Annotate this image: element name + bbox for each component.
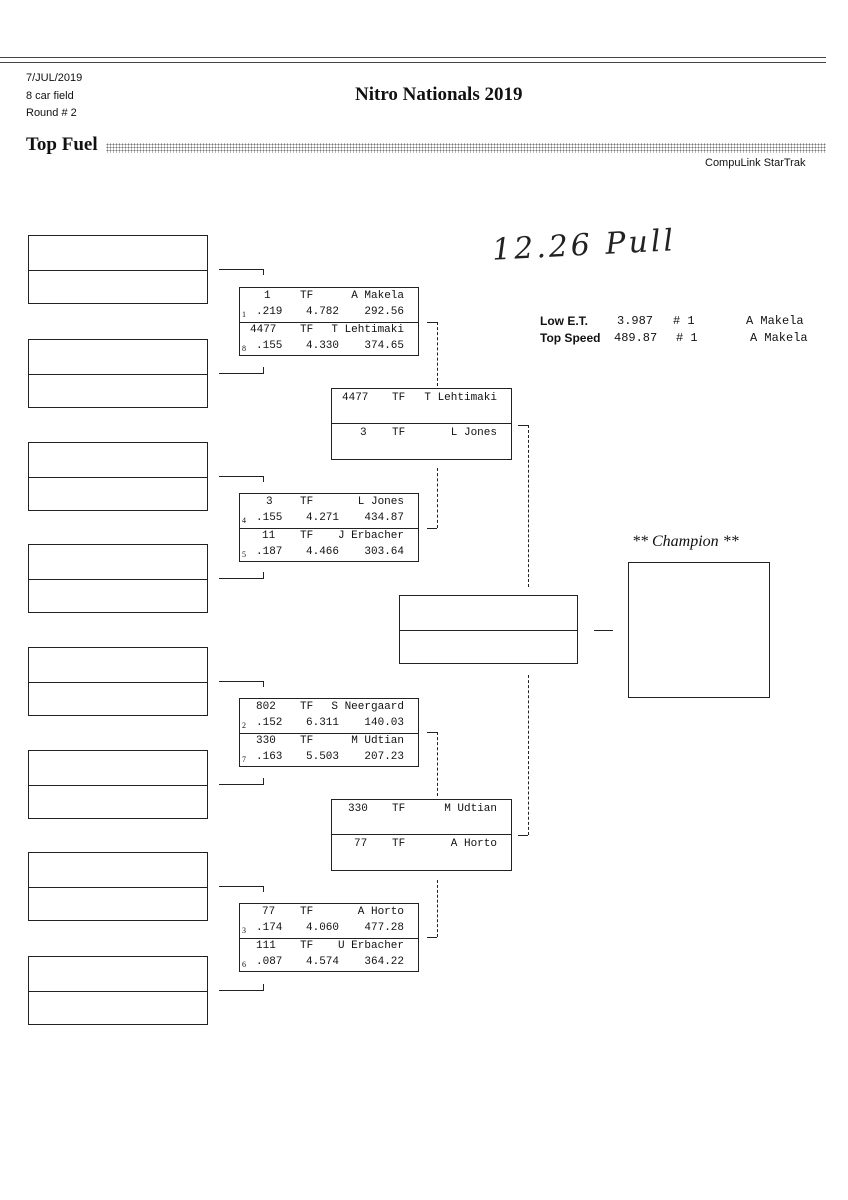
car-class: TF [392,803,406,815]
driver-name: A Horto [450,838,497,850]
stats-panel [540,314,810,348]
car-class: TF [300,530,314,542]
connector-line [219,886,264,887]
handwritten-note: 12.26 Pull [491,223,677,268]
top-speed-number: # 1 [676,331,698,345]
header-rule [0,57,826,58]
car-number: 11 [262,530,276,542]
connector-line [427,937,437,938]
reaction-time: .087 [256,956,283,968]
driver-name: M Udtian [351,735,404,747]
qualifier-box [28,339,208,408]
qualifier-box [28,750,208,819]
connector-line [219,784,264,785]
brand-label: CompuLink StarTrak [705,157,806,169]
car-number: 1 [264,290,271,302]
speed: 207.23 [364,751,404,763]
match-box [239,287,419,356]
elapsed-time: 5.503 [306,751,340,763]
car-number: 77 [262,906,276,918]
reaction-time: .155 [256,340,283,352]
car-class: TF [392,838,406,850]
elapsed-time: 4.060 [306,922,340,934]
car-number: 330 [256,735,276,747]
connector-line [263,681,264,687]
qualifier-box [28,442,208,511]
connector-line [219,476,264,477]
champion-box [628,562,770,698]
car-class: TF [300,940,314,952]
connector-line [263,778,264,784]
car-class: TF [300,906,314,918]
seed-number: 8 [242,344,246,353]
elapsed-time: 4.466 [306,546,340,558]
car-class: TF [300,701,314,713]
connector-line [219,578,264,579]
car-number: 4477 [250,324,277,336]
connector-line [437,732,438,796]
connector-line [263,572,264,578]
connector-line [437,468,438,528]
qualifier-box [28,647,208,716]
driver-name: S Neergaard [331,701,404,713]
driver-name: L Jones [450,427,497,439]
speed: 434.87 [364,512,404,524]
elapsed-time: 6.311 [306,717,340,729]
connector-line [219,373,264,374]
speed: 364.22 [364,956,404,968]
car-number: 4477 [342,392,369,404]
seed-number: 1 [242,310,246,319]
car-class: TF [392,392,406,404]
car-number: 77 [354,838,368,850]
car-number: 3 [360,427,367,439]
qualifier-box [28,544,208,613]
driver-name: J Erbacher [337,530,404,542]
elapsed-time: 4.782 [306,306,340,318]
qualifier-box [28,956,208,1025]
connector-line [437,880,438,937]
dotted-divider [106,143,826,153]
connector-line [594,630,613,631]
top-speed-label: Top Speed [540,331,601,345]
connector-line [263,886,264,892]
reaction-time: .163 [256,751,283,763]
connector-line [263,269,264,275]
elapsed-time: 4.271 [306,512,340,524]
semifinal-box [331,799,512,871]
low-et-value: 3.987 [617,314,654,328]
match-box [239,698,419,767]
elapsed-time: 4.574 [306,956,340,968]
header-rule [0,62,826,63]
car-class: TF [300,496,314,508]
event-date: 7/JUL/2019 [26,72,83,84]
car-number: 111 [256,940,276,952]
connector-line [263,367,264,373]
connector-line [219,269,264,270]
low-et-number: # 1 [673,314,695,328]
field-size: 8 car field [26,90,74,102]
reaction-time: .152 [256,717,283,729]
connector-line [427,732,437,733]
speed: 477.28 [364,922,404,934]
low-et-driver: A Makela [746,314,804,328]
champion-label: ** Champion ** [632,533,739,550]
seed-number: 6 [242,960,246,969]
driver-name: A Horto [357,906,404,918]
driver-name: L Jones [357,496,404,508]
speed: 303.64 [364,546,404,558]
reaction-time: .155 [256,512,283,524]
car-class: TF [392,427,406,439]
car-class: TF [300,735,314,747]
seed-number: 2 [242,721,246,730]
connector-line [518,425,528,426]
final-box [399,595,578,664]
driver-name: T Lehtimaki [331,324,404,336]
seed-number: 5 [242,550,246,559]
car-number: 802 [256,701,276,713]
seed-number: 4 [242,516,246,525]
connector-line [528,425,529,587]
page-title: Nitro Nationals 2019 [355,84,523,105]
seed-number: 7 [242,755,246,764]
driver-name: U Erbacher [337,940,404,952]
car-class: TF [300,324,314,336]
connector-line [518,835,528,836]
car-class: TF [300,290,314,302]
round-number: Round # 2 [26,107,77,119]
connector-line [437,322,438,386]
match-box [239,903,419,972]
match-box [239,493,419,562]
reaction-time: .174 [256,922,283,934]
qualifier-box [28,852,208,921]
class-title: Top Fuel [26,134,98,155]
top-speed-driver: A Makela [750,331,808,345]
speed: 140.03 [364,717,404,729]
car-number: 330 [348,803,368,815]
connector-line [219,681,264,682]
connector-line [528,675,529,835]
driver-name: T Lehtimaki [424,392,497,404]
connector-line [263,476,264,482]
qualifier-box [28,235,208,304]
reaction-time: .219 [256,306,283,318]
semifinal-box [331,388,512,460]
car-number: 3 [266,496,273,508]
reaction-time: .187 [256,546,283,558]
top-speed-value: 489.87 [614,331,658,345]
low-et-label: Low E.T. [540,314,588,328]
speed: 292.56 [364,306,404,318]
driver-name: M Udtian [444,803,497,815]
connector-line [427,528,437,529]
seed-number: 3 [242,926,246,935]
speed: 374.65 [364,340,404,352]
connector-line [263,984,264,990]
connector-line [219,990,264,991]
elapsed-time: 4.330 [306,340,340,352]
driver-name: A Makela [351,290,404,302]
connector-line [427,322,437,323]
